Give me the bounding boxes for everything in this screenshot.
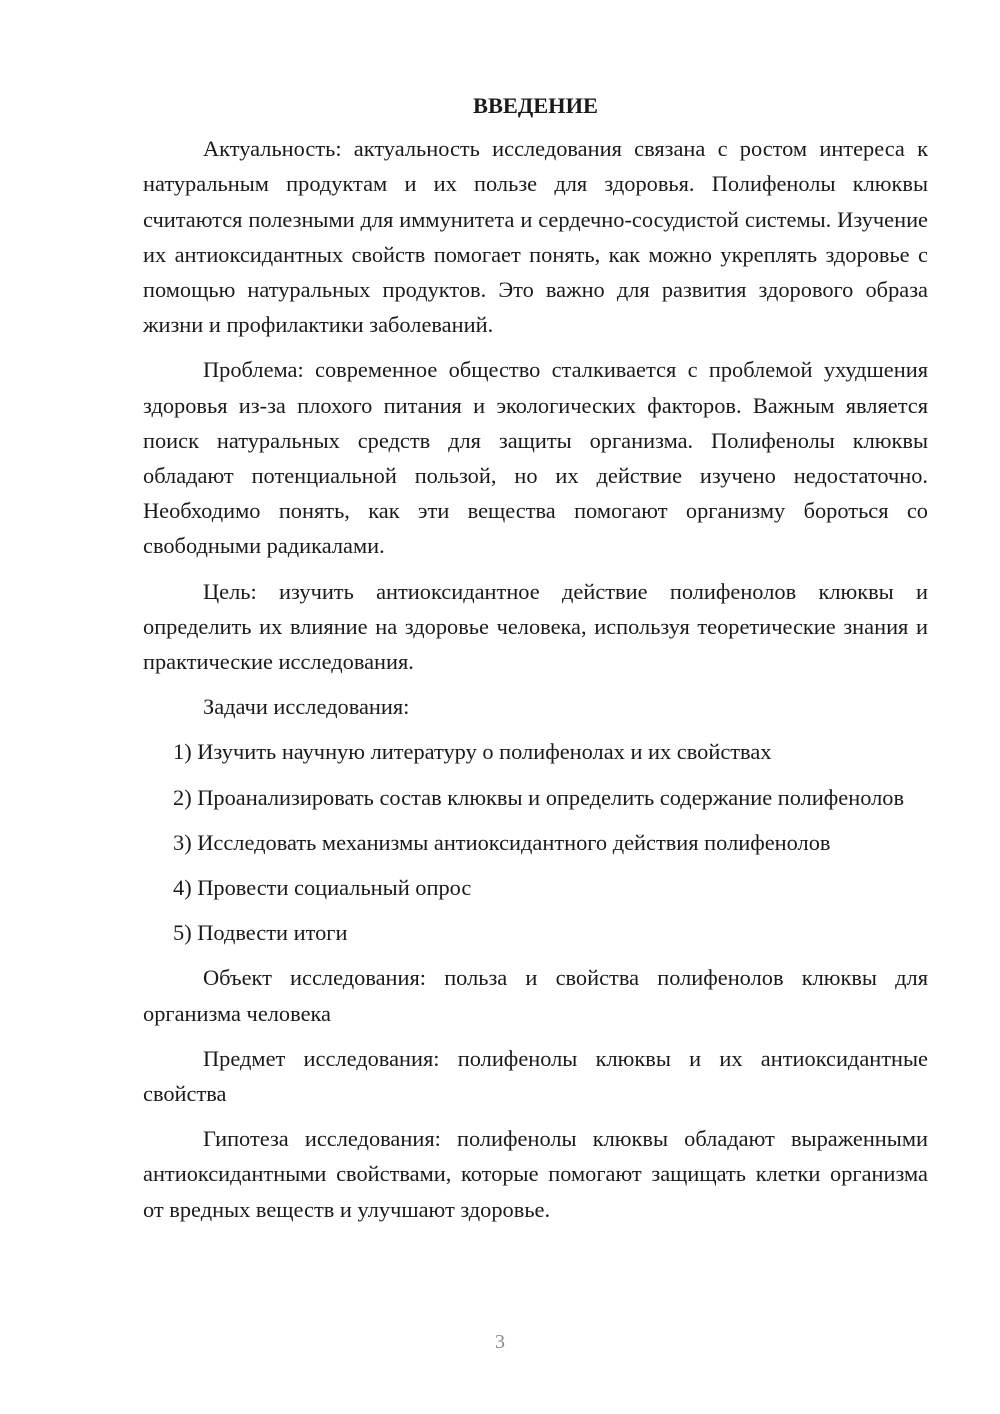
task-item: 4) Провести социальный опрос xyxy=(173,875,472,901)
goal-paragraph: Цель: изучить антиоксидантное действие полифенолов клюквы и определить их влияние на здоровье человека, используя теоретические знания и практические исследования. xyxy=(143,578,928,675)
tasks-heading: Задачи исследования: xyxy=(203,694,410,720)
task-item: 2) Проанализировать состав клюквы и определить содержание полифенолов xyxy=(173,784,905,810)
object-paragraph: Объект исследования: польза и свойства полифенолов клюквы для организма человека xyxy=(143,965,928,1026)
task-item: 1) Изучить научную литературу о полифенолах и их свойствах xyxy=(173,739,772,765)
relevance-paragraph: Актуальность: актуальность исследования связана с ростом интереса к натуральным продуктам и их пользе для здоровья. Полифенолы клюквы считаются полезными для иммунитета и сердечно-сосудистой системы. Изучение их антиоксидантных свойств помогает понять, как можно укреплять здоровье с помощью натуральных продуктов. Это важно для развития здорового образа жизни и профилактики заболеваний. xyxy=(143,136,928,338)
task-item: 5) Подвести итоги xyxy=(173,920,348,946)
subject-paragraph: Предмет исследования: полифенолы клюквы и их антиоксидантные свойства xyxy=(143,1045,928,1107)
page-number: 3 xyxy=(495,1331,505,1353)
problem-paragraph: Проблема: современное общество сталкивается с проблемой ухудшения здоровья из-за плохого питания и экологических факторов. Важным является поиск натуральных средств для защиты организма. Полифенолы клюквы обладают потенциальной пользой, но их действие изучено недостаточно. Необходимо понять, как эти вещества помогают организму бороться со свободными радикалами. xyxy=(143,357,928,559)
document-page xyxy=(143,88,928,1237)
page-title: ВВЕДЕНИЕ xyxy=(473,93,598,118)
hypothesis-paragraph: Гипотеза исследования: полифенолы клюквы обладают выраженными антиоксидантными свойствами, которые помогают защищать клетки организма от вредных веществ и улучшают здоровье. xyxy=(143,1126,928,1222)
task-item: 3) Исследовать механизмы антиоксидантного действия полифенолов xyxy=(173,829,831,855)
